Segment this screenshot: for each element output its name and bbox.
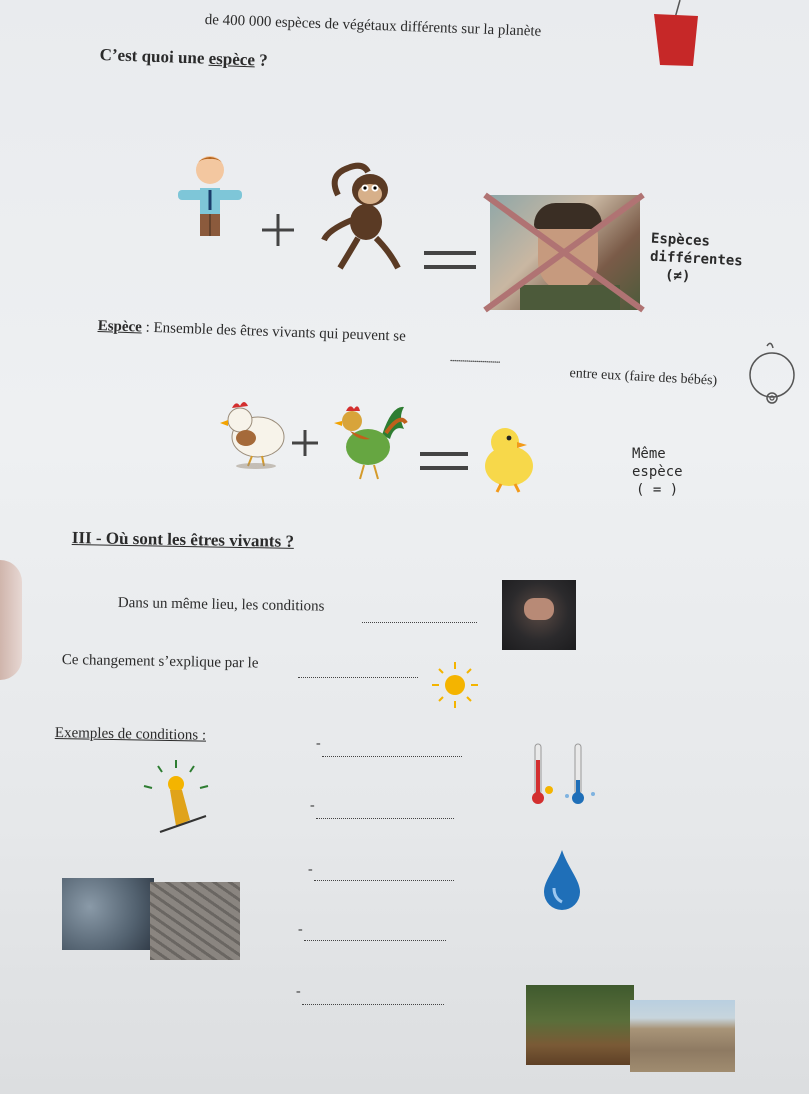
dry-soil-photo — [150, 882, 240, 960]
bullet-2: - — [310, 798, 315, 813]
blank-4 — [304, 940, 446, 941]
same-species-label — [632, 445, 683, 499]
cross-icon — [485, 190, 645, 315]
hands-photo — [502, 580, 576, 650]
forest-photo — [526, 985, 634, 1065]
definition-end: entre eux (faire des bébés) — [569, 366, 718, 389]
rocky-desert-photo — [630, 1000, 735, 1072]
finger-shadow — [0, 560, 22, 680]
same-species-line1: Même — [632, 446, 666, 462]
water-drop-icon — [542, 848, 582, 912]
same-species-symbol: ( = ) — [636, 482, 679, 498]
plus-icon — [260, 212, 296, 248]
question — [99, 45, 268, 71]
monkey-icon — [318, 160, 408, 275]
hen-icon — [218, 392, 288, 470]
different-species-line2: différentes — [649, 248, 744, 270]
blank-2 — [316, 818, 454, 819]
plus-icon-2 — [290, 428, 320, 458]
definition-text: : Ensemble des êtres vivants qui peuvent se — [141, 319, 407, 345]
conditions-line: Dans un même lieu, les conditions — [117, 595, 325, 615]
bullet-1: - — [316, 736, 321, 751]
explain-blank — [298, 677, 418, 678]
section-title: III - Où sont les êtres vivants ? — [71, 528, 295, 551]
bullet-3: - — [308, 862, 313, 877]
definition — [97, 318, 406, 346]
blank-5 — [302, 1004, 444, 1005]
top-line: de 400 000 espèces de végétaux différents sur la planète — [204, 12, 542, 40]
bullet-5: - — [296, 984, 301, 999]
bullet-4: - — [298, 922, 303, 937]
equals-icon — [420, 245, 480, 275]
flower-pot-icon — [640, 0, 710, 75]
boy-icon — [178, 150, 243, 245]
conditions-blank — [362, 622, 477, 623]
different-species-symbol: (≠) — [664, 267, 691, 285]
baby-icon — [745, 340, 800, 410]
definition-blank: ......................... — [449, 350, 500, 366]
wet-surface-photo — [62, 878, 154, 950]
examples-label: Exemples de conditions : — [54, 725, 207, 744]
thermometer-icon — [525, 740, 605, 810]
question-prefix: C’est quoi une — [99, 45, 210, 68]
sun-icon — [430, 660, 480, 710]
question-word: espèce — [208, 48, 256, 70]
equals-icon-2 — [418, 448, 470, 474]
explain-line: Ce changement s’explique par le — [61, 652, 259, 672]
blank-1 — [322, 756, 462, 757]
different-species-line1: Espèces — [650, 230, 711, 250]
rooster-icon — [330, 395, 410, 485]
definition-term: Espèce — [97, 318, 143, 336]
sunlight-icon — [140, 760, 220, 835]
chick-icon — [475, 420, 540, 495]
question-suffix: ? — [254, 50, 269, 70]
blank-3 — [314, 880, 454, 881]
different-species-label — [649, 230, 744, 289]
same-species-line2: espèce — [632, 464, 683, 480]
